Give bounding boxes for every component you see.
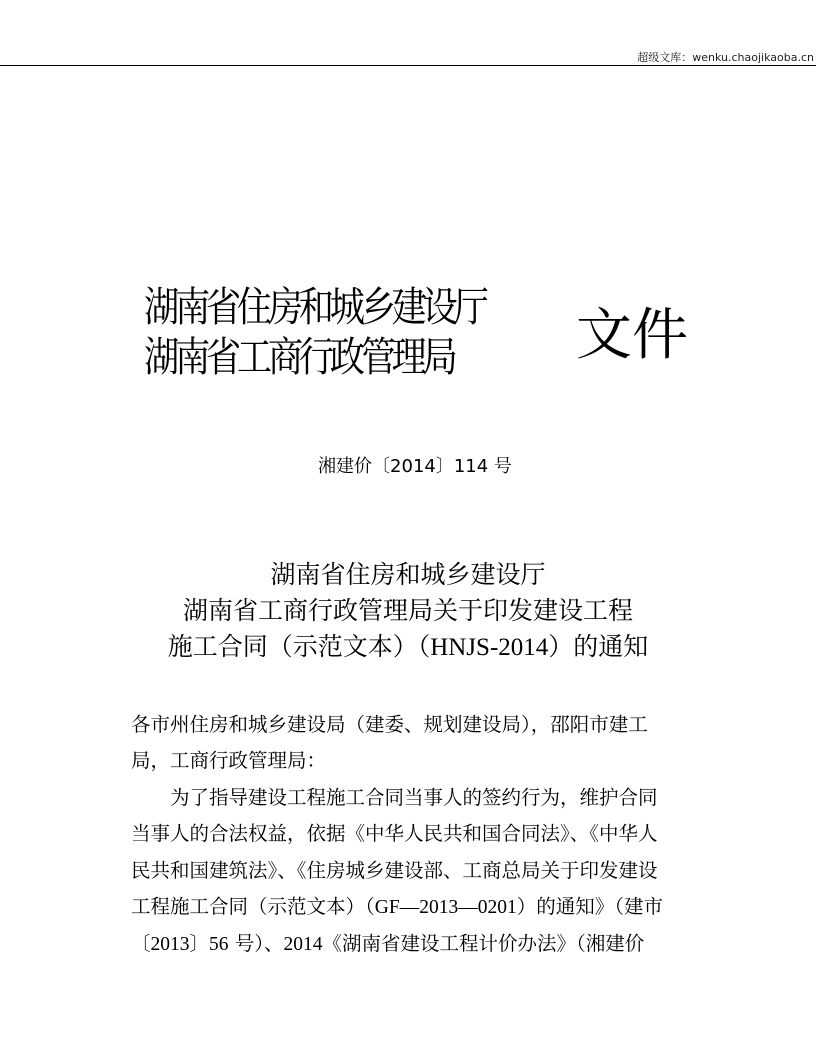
ref-year-2: 2014 [283, 934, 323, 956]
title-line-2: 湖南省工商行政管理局关于印发建设工程 [182, 596, 633, 625]
document-title [0, 557, 816, 666]
header-source [637, 49, 814, 65]
issuer-housing-department: 湖南省住房和城乡建设厅 [144, 283, 485, 331]
ref-year: 2013 [150, 934, 190, 956]
header-divider [0, 65, 816, 66]
source-domain[interactable]: wenku.chaojikaoba.cn [692, 51, 814, 64]
title-line-3 [0, 629, 816, 666]
paragraph-1-line-4 [131, 889, 711, 926]
paragraph-1-line-1: 为了指导建设工程施工合同当事人的签约行为，维护合同 [170, 785, 658, 809]
addressee-line-2: 局，工商行政管理局： [131, 749, 327, 773]
title-line-3-suffix: ）的通知 [548, 632, 649, 661]
document-body [131, 707, 711, 964]
addressee-line-1: 各市州住房和城乡建设局（建委、规划建设局），邵阳市建工 [131, 713, 648, 736]
source-label: 超级文库： [637, 51, 693, 64]
masthead-doc-label: 文件 [576, 303, 688, 368]
ref-number: 56 [209, 934, 229, 956]
paragraph-1-line-2: 当事人的合法权益，依据《中华人民共和国合同法》、《中华人 [131, 822, 658, 846]
masthead-issuers [144, 282, 540, 382]
title-line-3-prefix: 施工合同（示范文本）（ [167, 632, 431, 661]
issuer-commerce-bureau: 湖南省工商行政管理局 [144, 333, 454, 381]
line-5-part-a: 〔 [131, 932, 151, 956]
paragraph-1-line-3: 民共和国建筑法》、《住房城乡建设部、工商总局关于印发建设 [131, 858, 658, 882]
standard-code: GF—2013—0201 [374, 897, 517, 919]
title-code: HNJS-2014 [430, 634, 549, 661]
line-4-part-a: 工程施工合同（示范文本）（ [131, 895, 375, 919]
line-5-part-d: 《湖南省建设工程计价办法》（湘建价 [322, 932, 645, 956]
document-number: 湘建价〔2014〕114 号 [318, 456, 512, 477]
title-line-1: 湖南省住房和城乡建设厅 [270, 560, 546, 589]
line-5-part-b: 〕 [189, 932, 210, 956]
paragraph-1-line-5 [131, 926, 711, 963]
line-5-part-c: 号）、 [228, 932, 284, 956]
line-4-part-b: ）的通知》（建市 [516, 895, 663, 919]
